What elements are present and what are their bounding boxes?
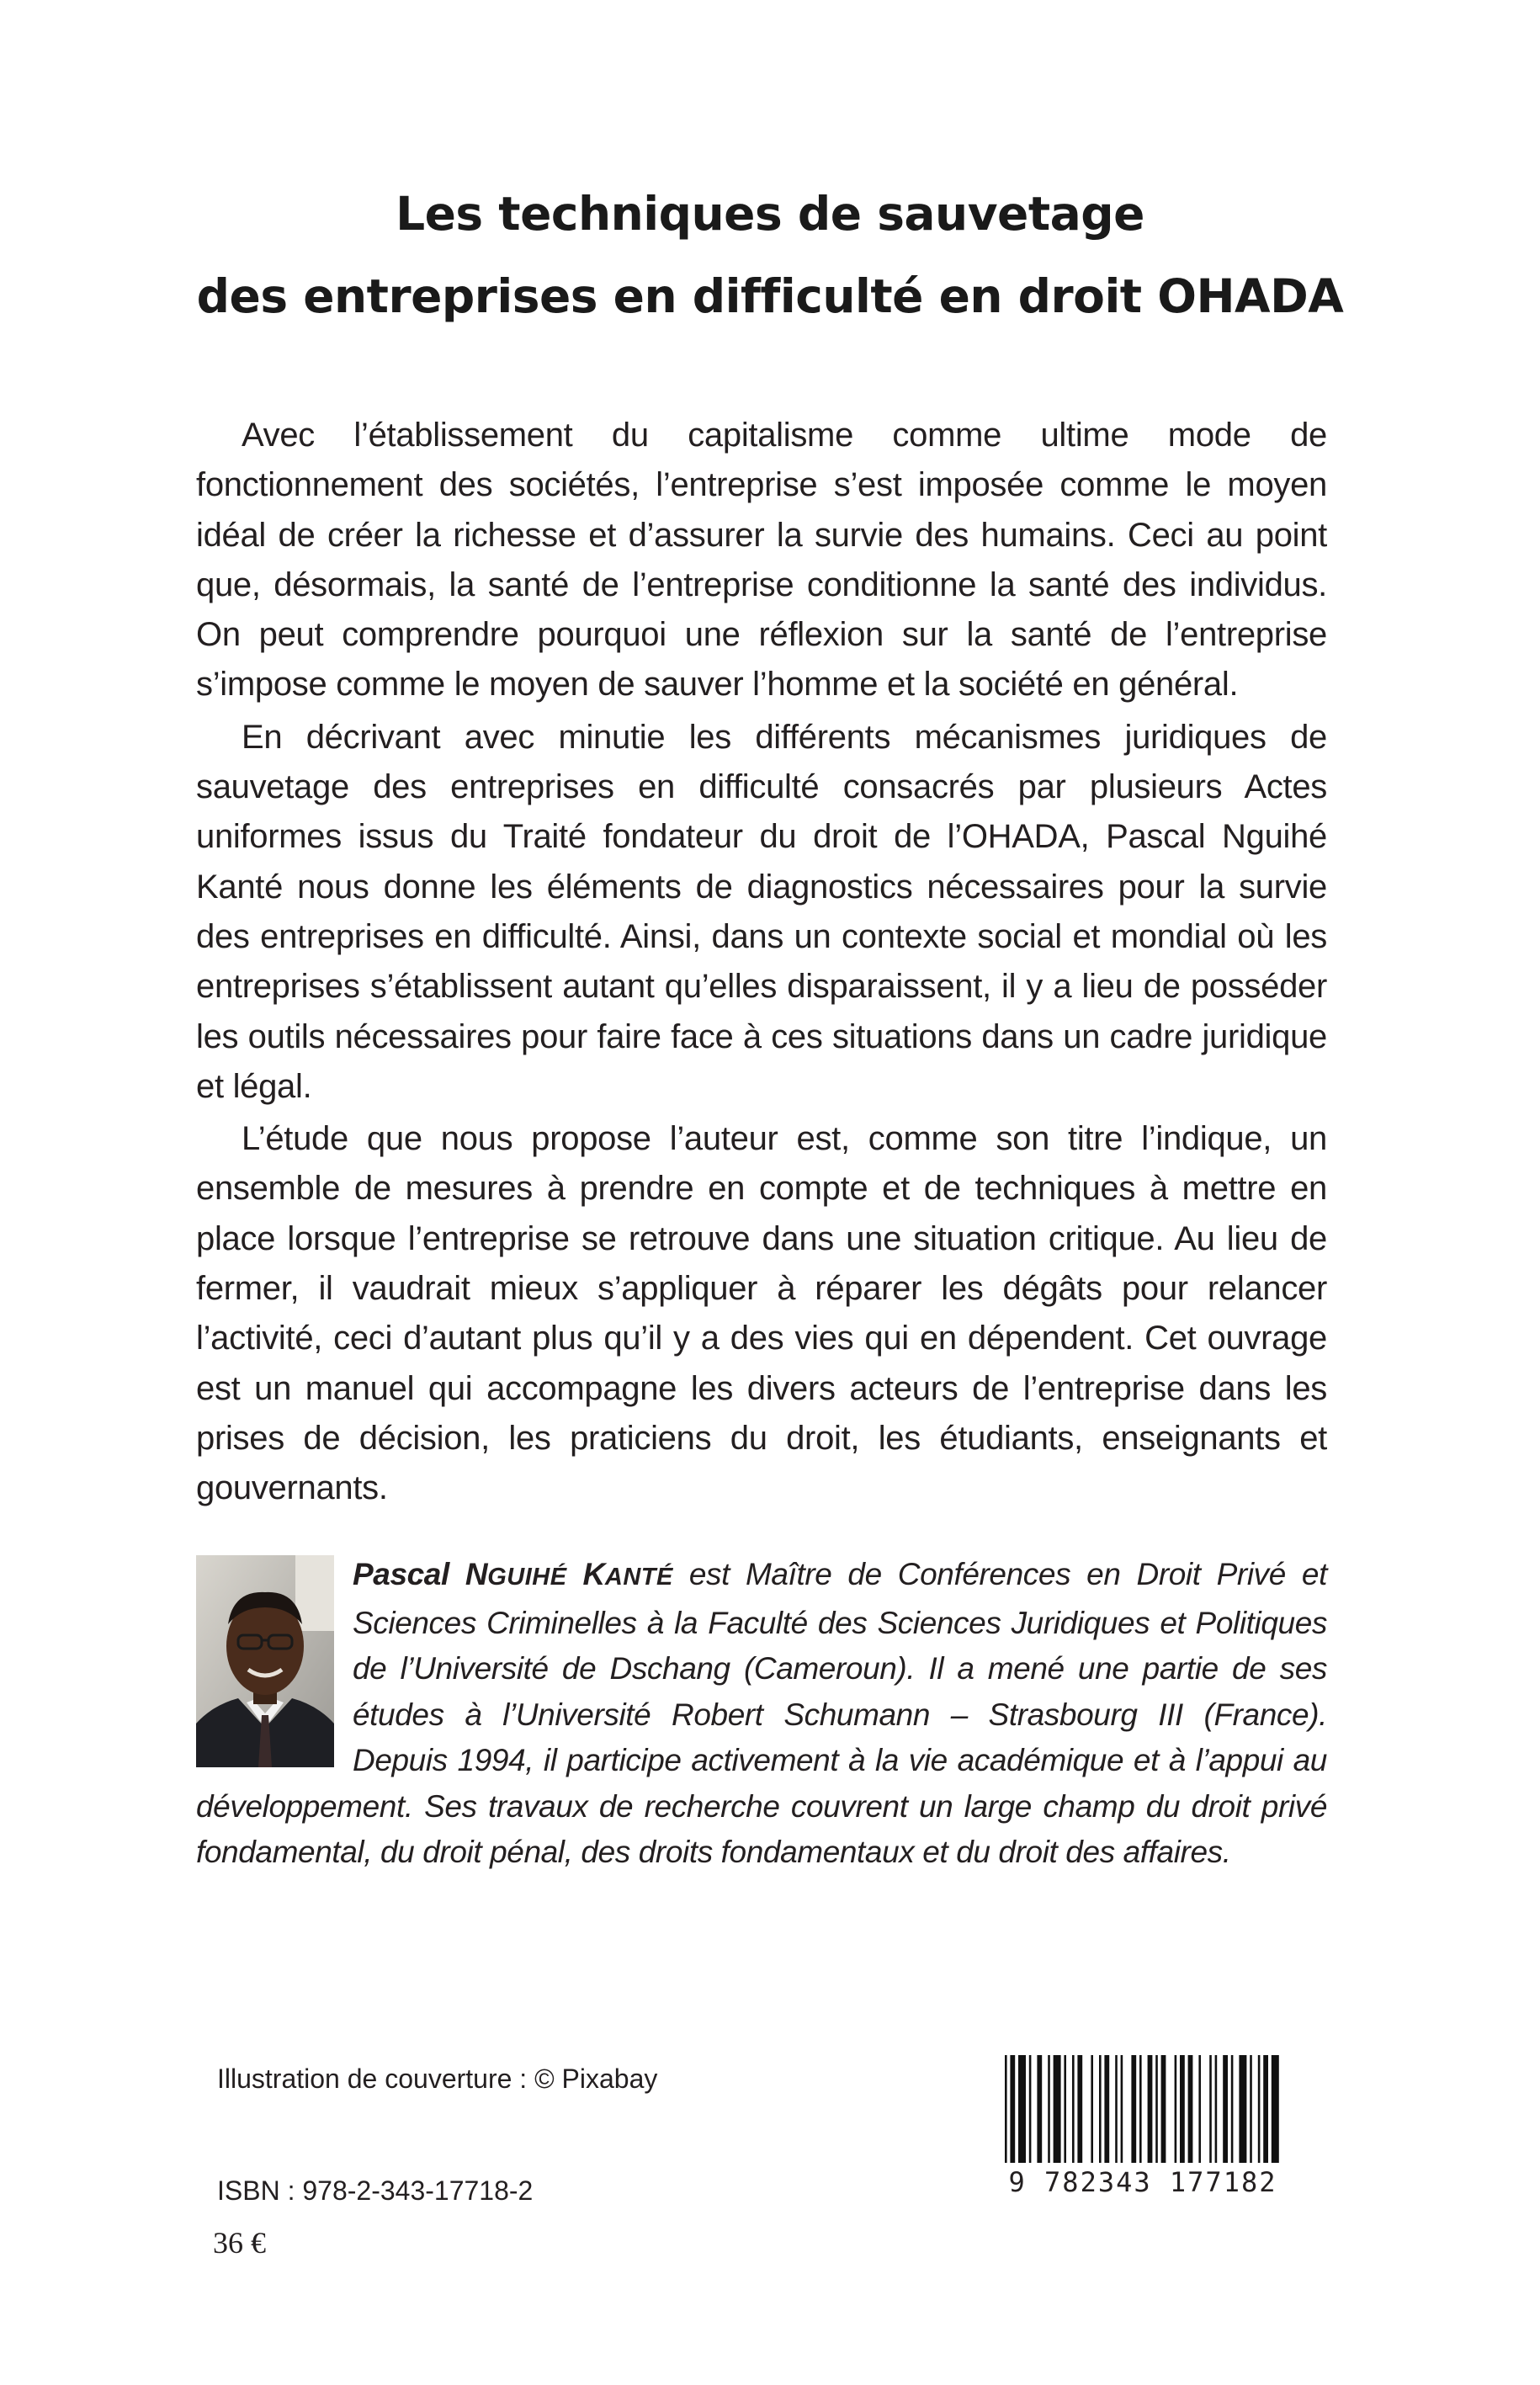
barcode-bar [1054, 2055, 1061, 2163]
barcode-bar [1250, 2055, 1252, 2163]
barcode-bar [1121, 2055, 1123, 2163]
summary-paragraph-1: Avec l’établissement du capitalisme comme ultime mode de fonctionnement des sociétés, l’entreprise s’est imposée comme le moyen idéal de créer la richesse et d’assurer la survie des humains. Ceci au point que, désormais, la santé de l’entreprise conditionne la santé des individus. On peut comprendre pourquoi une réflexion sur la santé de l’entreprise s’impose comme le moyen de sauver l’homme et la société en général. [196, 417, 1327, 704]
barcode-bar [1209, 2055, 1212, 2163]
title-line-2: des entreprises en difficulté en droit OHADA [196, 269, 1344, 323]
barcode-bar [1161, 2055, 1166, 2163]
barcode-bar [1064, 2055, 1066, 2163]
barcode-bar [1104, 2055, 1109, 2163]
summary-paragraph-2: En décrivant avec minutie les différents mécanismes juridiques de sauvetage des entreprises en difficulté consacrés par plusieurs Actes uniformes issus du Traité fondateur du droit de l’OHADA, Pascal Nguihé Kanté nous donne les éléments de diagnostics nécessaires pour la survie des entreprises en difficulté. Ainsi, dans un contexte social et mondial où les entreprises s’établissent autant qu’elles disparaissent, il y a lieu de posséder les outils nécessaires pour faire face à ces situations dans un cadre juridique et légal. [196, 718, 1327, 1105]
price: 36 € [213, 2226, 266, 2260]
barcode-bar [1131, 2055, 1136, 2163]
author-name: Pascal NGUIHÉ KANTÉ [353, 1557, 673, 1591]
barcode-bar [1018, 2055, 1026, 2163]
barcode-bar [1048, 2055, 1050, 2163]
barcode-bar [1272, 2055, 1279, 2163]
barcode-bar [1258, 2055, 1261, 2163]
cover-credit: Illustration de couverture : © Pixabay [217, 2064, 658, 2094]
book-title [0, 173, 1540, 337]
barcode-bar [1263, 2055, 1268, 2163]
author-bio [196, 1552, 1327, 1876]
barcode-bar [1010, 2055, 1015, 2163]
barcode-bar [1077, 2055, 1082, 2163]
barcode-bar [1091, 2055, 1093, 2163]
barcode-bar [1239, 2055, 1246, 2163]
barcode-digits: 9 782343 177182 [1008, 2166, 1277, 2196]
summary-paragraph-3: L’étude que nous propose l’auteur est, comme son titre l’indique, un ensemble de mesures à prendre en compte et de techniques à mettre en place lorsque l’entreprise se retrouve dans une situation critique. Au lieu de fermer, il vaudrait mieux s’appliquer à réparer les dégâts pour relancer l’activité, ceci d’autant plus qu’il y a des vies qui en dépendent. Cet ouvrage est un manuel qui accompagne les divers acteurs de l’entreprise dans les prises de décision, les praticiens du droit, les étudiants, enseignants et gouvernants. [196, 1120, 1327, 1507]
barcode-bar [1099, 2055, 1102, 2163]
summary [196, 411, 1327, 1514]
barcode-bar [1188, 2055, 1193, 2163]
barcode-bar [1223, 2055, 1228, 2163]
barcode-bar [1155, 2055, 1158, 2163]
title-line-1: Les techniques de sauvetage [396, 187, 1144, 241]
barcode-bar [1198, 2055, 1201, 2163]
barcode-bar [1037, 2055, 1042, 2163]
barcode-bar [1029, 2055, 1032, 2163]
isbn: ISBN : 978-2-343-17718-2 [217, 2175, 534, 2206]
barcode-bar [1175, 2055, 1177, 2163]
barcode-bar [1231, 2055, 1234, 2163]
barcode-bar [1115, 2055, 1118, 2163]
barcode-bar [1215, 2055, 1218, 2163]
barcode-bar [1005, 2055, 1007, 2163]
barcode-bar [1148, 2055, 1153, 2163]
barcode-bar [1139, 2055, 1142, 2163]
barcode-bar [1072, 2055, 1075, 2163]
barcode-bar [1180, 2055, 1185, 2163]
author-bio-text: est Maître de Conférences en Droit Privé et Sciences Criminelles à la Faculté des Sciences Juridiques et Politiques de l’Université de Dschang (Cameroun). Il a mené une partie de ses études à l’Université Robert Schumann – Strasbourg III (France). Depuis 1994, il participe activement à la vie académique et à l’appui au développement. Ses travaux de recherche couvrent un large champ du droit privé fondamental, du droit pénal, des droits fondamentaux et du droit des affaires. [196, 1557, 1327, 1869]
barcode [993, 2052, 1293, 2196]
